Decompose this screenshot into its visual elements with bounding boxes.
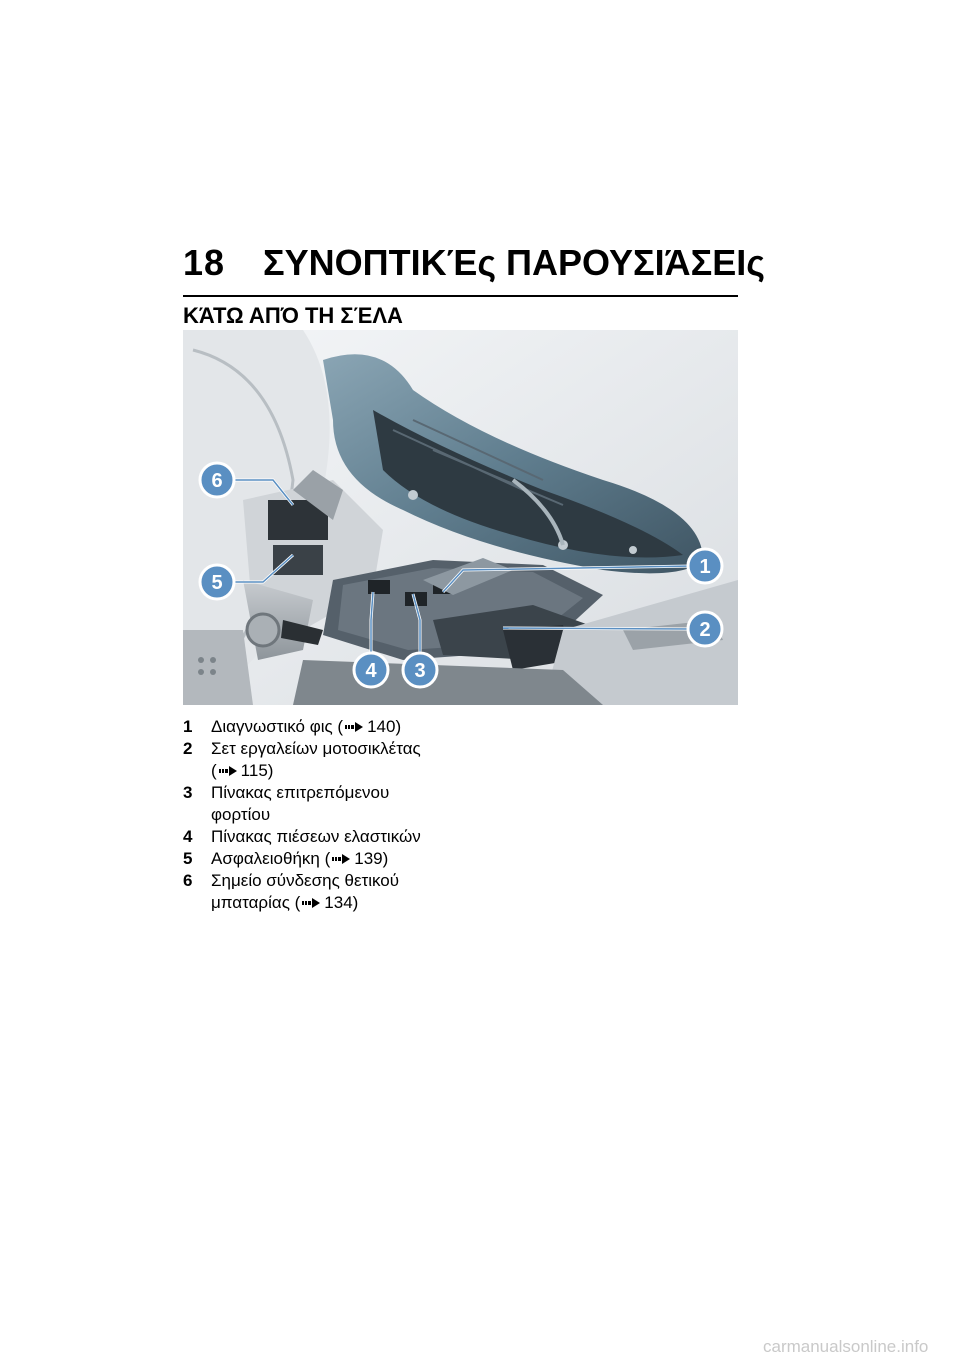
legend-label: Πίνακας πιέσεων ελαστικών <box>211 827 421 846</box>
motorcycle-underseat-illustration <box>183 330 738 705</box>
svg-text:2: 2 <box>699 619 711 641</box>
page-reference[interactable]: ( 139) <box>324 849 389 868</box>
legend-item <box>183 738 483 782</box>
callout-6 <box>200 463 234 497</box>
legend-label-continued: φορτίου <box>211 805 271 824</box>
legend-label: Σετ εργαλείων μοτοσικλέτας <box>211 739 421 758</box>
page-reference[interactable]: ( 140) <box>337 717 402 736</box>
legend-item <box>183 826 483 848</box>
callout-2 <box>688 612 722 646</box>
legend-number: 2 <box>183 739 193 758</box>
section-title: ΚΆΤΩ ΑΠΌ ΤΗ ΣΈΛΑ <box>183 303 403 328</box>
legend-label: Πίνακας επιτρεπόμενου <box>211 783 390 802</box>
legend-number: 4 <box>183 827 193 846</box>
page-number: 18 <box>183 242 226 283</box>
legend-label: Σημείο σύνδεσης θετικού <box>211 871 400 890</box>
header-rule <box>183 295 738 297</box>
legend-label: Διαγνωστικό φις <box>211 717 333 736</box>
svg-text:3: 3 <box>414 660 426 682</box>
legend-text <box>211 848 483 870</box>
svg-text:1: 1 <box>699 556 711 578</box>
page-header <box>183 242 765 283</box>
legend-number: 1 <box>183 717 193 736</box>
watermark: carmanualsonline.info <box>763 1337 929 1356</box>
legend-number: 3 <box>183 783 193 802</box>
legend-text <box>211 782 483 826</box>
callout-5 <box>200 565 234 599</box>
legend-label-continued: μπαταρίας <box>211 893 290 912</box>
legend-text <box>211 716 483 738</box>
legend-label: Ασφαλειοθήκη <box>211 849 320 868</box>
callout-3 <box>403 653 437 687</box>
page-reference[interactable]: ( 115) <box>211 761 274 780</box>
arrow-right-icon <box>332 854 350 864</box>
callout-1 <box>688 549 722 583</box>
legend-number: 6 <box>183 871 193 890</box>
legend-item <box>183 848 483 870</box>
callout-4 <box>354 653 388 687</box>
arrow-right-icon <box>302 898 320 908</box>
figure-photo <box>183 330 738 705</box>
svg-text:6: 6 <box>211 470 223 492</box>
chapter-title: ΣΥΝΟΠΤΙΚΈς ΠΑΡΟΥΣΙΆΣΕΙς <box>263 242 765 283</box>
legend-text <box>211 870 483 914</box>
legend-item <box>183 782 483 826</box>
legend-number: 5 <box>183 849 193 868</box>
svg-text:4: 4 <box>365 660 377 682</box>
legend-item <box>183 716 483 738</box>
legend-text <box>211 738 483 782</box>
svg-text:5: 5 <box>211 572 223 594</box>
arrow-right-icon <box>219 766 237 776</box>
figure-legend <box>183 716 483 914</box>
legend-item <box>183 870 483 914</box>
page-reference[interactable]: ( 134) <box>294 893 359 912</box>
arrow-right-icon <box>345 722 363 732</box>
legend-text <box>211 826 483 848</box>
